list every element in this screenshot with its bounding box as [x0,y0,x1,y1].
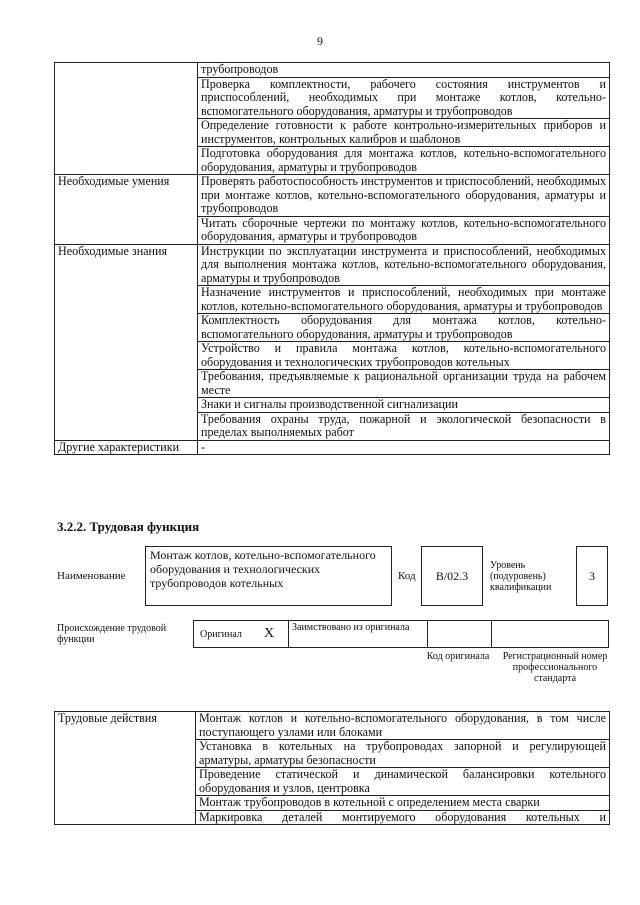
section-title: 3.2.2. Трудовая функция [57,519,200,534]
row-label-other: Другие характеристики [55,440,198,455]
row-label-knowledge: Необходимые знания [55,244,198,440]
row-label [55,63,198,175]
borrowed-label: Заимствовано из оригинала [292,622,410,633]
function-name-box [145,546,392,606]
competence-table [54,62,610,455]
table-cell: Требования охраны труда, пожарной и экологической безопасности в пределах выполняемых работ [198,412,610,440]
table-cell: Читать сборочные чертежи по монтажу котлов, котельно-вспомогательного оборудования, арматуры и трубопроводов [198,216,610,244]
table-cell: Определение готовности к работе контрольно-измерительных приборов и инструментов, контрольных калибров и шаблонов [198,119,610,147]
table-cell: Проверять работоспособность инструментов и приспособлений, необходимых при монтаже котлов, котельно-вспомогательного оборудования, арматуры и трубопроводов [198,175,610,217]
code-original-caption: Код оригинала [426,651,490,662]
table-cell: Проверка комплектности, рабочего состояния инструментов и приспособлений, необходимых при монтаже котлов, котельно-вспомогательного оборудования, арматуры и трубопроводов [198,77,610,119]
table-cell: Монтаж котлов и котельно-вспомогательного оборудования, в том числе поступающего узлами или блоками [196,712,610,740]
table-cell: Устройство и правила монтажа котлов, котельно-вспомогательного оборудования и технологических трубопроводов котельных [198,342,610,370]
table-cell: Комплектность оборудования для монтажа котлов, котельно-вспомогательного оборудования, арматуры и трубопроводов [198,314,610,342]
level-box [576,546,608,606]
table-cell: Требования, предъявляемые к рациональной организации труда на рабочем месте [198,370,610,398]
level-value: 3 [589,569,595,583]
original-cell [194,621,289,647]
original-label: Оригинал [200,629,242,640]
table-cell: Установка в котельных на трубопроводах запорной и регулирующей арматуры, арматуры безопасности [196,740,610,768]
origin-box [193,620,609,648]
table-cell: трубопроводов [198,63,610,78]
table-cell: Назначение инструментов и приспособлений, необходимых при монтаже котлов, котельно-вспомогательного оборудования, арматуры и трубопроводов [198,286,610,314]
code-box [421,546,483,606]
reg-number-caption: Регистрационный номер профессионального стандарта [502,651,608,684]
function-name: Монтаж котлов, котельно-вспомогательного оборудования и технологических трубопроводов котельных [150,548,376,590]
table-cell: Проведение статической и динамической балансировки котельного оборудования и узлов, центровка [196,768,610,796]
table-cell: Маркировка деталей монтируемого оборудования котельных и [196,810,610,825]
table-cell: Подготовка оборудования для монтажа котлов, котельно-вспомогательного оборудования, арматуры и трубопроводов [198,147,610,175]
table-cell: Знаки и сигналы производственной сигнализации [198,398,610,413]
original-mark: X [264,626,275,641]
table-cell: Инструкции по эксплуатации инструмента и приспособлений, необходимых для выполнения монтажа котлов, котельно-вспомогательного оборудования, арматуры и трубопроводов [198,244,610,286]
code-original-cell [427,621,492,647]
table-cell: - [198,440,610,455]
table-cell: Монтаж трубопроводов в котельной с определением места сварки [196,796,610,811]
origin-label: Происхождение трудовой функции [57,623,167,645]
code-value: В/02.3 [435,569,469,583]
name-label: Наименование [57,570,126,582]
row-label-actions: Трудовые действия [55,712,196,825]
code-label: Код [398,570,416,582]
row-label-skills: Необходимые умения [55,175,198,245]
level-label: Уровень (подуровень) квалификации [490,560,552,593]
page-number: 9 [317,34,323,48]
labor-actions-table [54,711,610,825]
